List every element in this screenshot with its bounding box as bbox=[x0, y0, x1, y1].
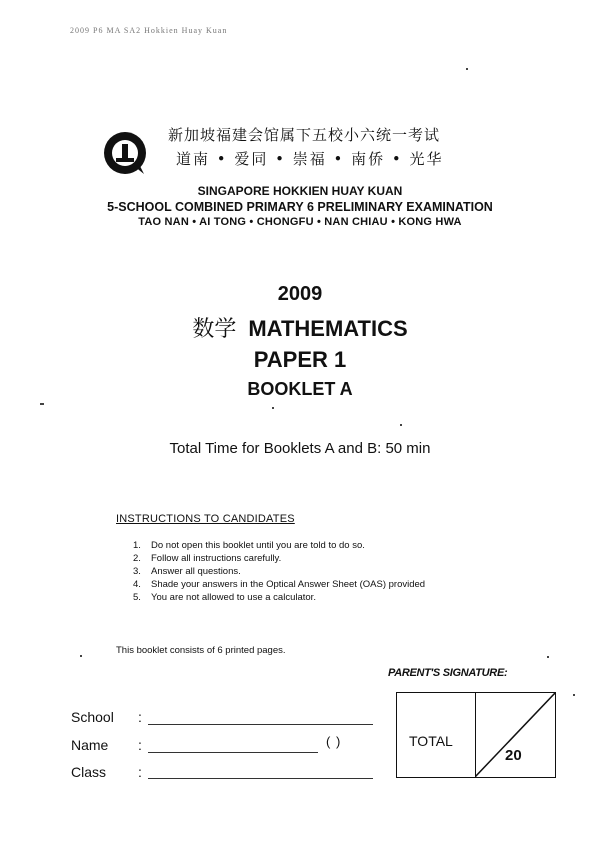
instruction-item: 5. You are not allowed to use a calculator. bbox=[133, 592, 316, 603]
instruction-item: 1. Do not open this booklet until you are told to do so. bbox=[133, 540, 365, 551]
name-field[interactable] bbox=[148, 752, 318, 753]
subject-title bbox=[0, 312, 600, 343]
total-marks-value: 20 bbox=[505, 747, 522, 764]
scan-speck bbox=[573, 694, 575, 696]
instructions-list bbox=[133, 539, 453, 604]
scan-speck bbox=[272, 407, 274, 409]
class-colon: : bbox=[138, 764, 142, 780]
subject-english: MATHEMATICS bbox=[248, 316, 408, 341]
instructions-heading: INSTRUCTIONS TO CANDIDATES bbox=[116, 513, 295, 525]
school-list: TAO NAN • AI TONG • CHONGFU • NAN CHIAU • KONG HWA bbox=[138, 216, 462, 228]
school-crest-icon bbox=[100, 128, 150, 178]
header-note: 2009 P6 MA SA2 Hokkien Huay Kuan bbox=[70, 26, 228, 35]
name-colon: : bbox=[138, 737, 142, 753]
scan-speck bbox=[400, 424, 402, 426]
scan-speck bbox=[80, 655, 82, 657]
page-count-note: This booklet consists of 6 printed pages. bbox=[116, 645, 286, 656]
school-colon: : bbox=[138, 709, 142, 725]
school-field[interactable] bbox=[148, 724, 373, 725]
instruction-item: 3. Answer all questions. bbox=[133, 566, 241, 577]
chinese-school-names: 道南 • 爱同 • 崇福 • 南侨 • 光华 bbox=[176, 150, 444, 168]
score-diagonal-line bbox=[475, 693, 555, 777]
organisation-name: SINGAPORE HOKKIEN HUAY KUAN bbox=[197, 184, 403, 198]
paper-number: PAPER 1 bbox=[253, 347, 347, 372]
parent-signature-label: PARENT'S SIGNATURE: bbox=[388, 667, 508, 679]
exam-name: 5-SCHOOL COMBINED PRIMARY 6 PRELIMINARY EXAMINATION bbox=[107, 200, 493, 214]
scan-speck bbox=[40, 403, 44, 405]
register-number-field[interactable]: ( ) bbox=[326, 734, 342, 749]
scan-speck bbox=[547, 656, 549, 658]
name-label: Name bbox=[71, 737, 109, 753]
exam-year: 2009 bbox=[277, 283, 323, 305]
class-field[interactable] bbox=[148, 778, 373, 779]
chinese-title: 新加坡福建会馆属下五校小六统一考试 bbox=[168, 126, 441, 144]
class-label: Class bbox=[71, 764, 107, 780]
total-time: Total Time for Booklets A and B: 50 min bbox=[169, 440, 431, 457]
subject-chinese: 数学 bbox=[192, 317, 237, 342]
instruction-item: 4. Shade your answers in the Optical Answer Sheet (OAS) provided bbox=[133, 579, 426, 590]
scan-speck bbox=[466, 68, 468, 70]
booklet-label: BOOKLET A bbox=[247, 379, 353, 399]
total-label: TOTAL bbox=[409, 733, 453, 749]
school-label: School bbox=[71, 709, 114, 725]
instruction-item: 2. Follow all instructions carefully. bbox=[133, 553, 282, 564]
total-score-box bbox=[396, 692, 556, 778]
